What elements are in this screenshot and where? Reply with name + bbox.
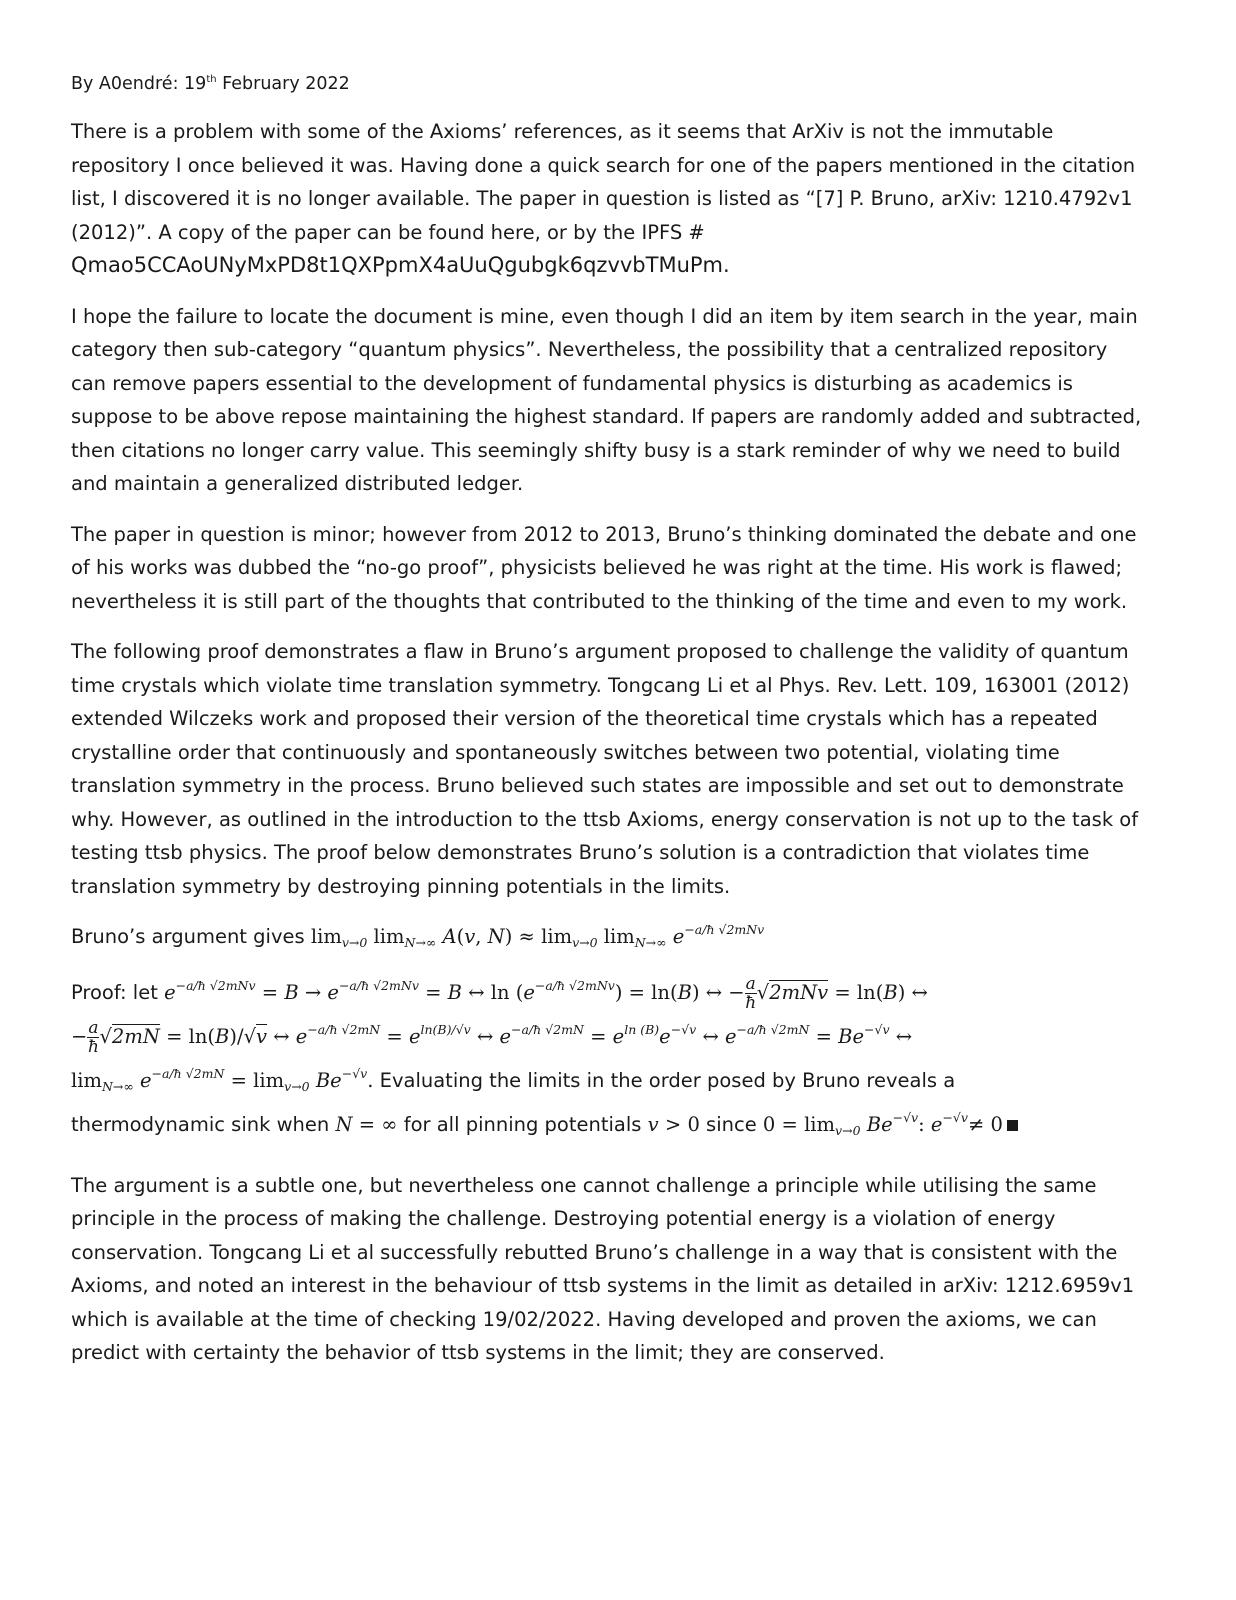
paragraph-references-text: There is a problem with some of the Axioms’ references, as it seems that ArXiv is not the immutable repository I once believed it was. Having done a quick search for one of the papers mentioned in the citation list, I discovered it is no longer available. The paper in question is listed as “[7] P. Bruno, arXiv: 1210.4792v1 (2012)”. A copy of the paper can be found here, or by the IPFS # (71, 120, 1136, 244)
proof-block (71, 971, 1146, 1147)
document-page (71, 70, 1146, 1387)
argument-lead: Bruno’s argument gives (71, 925, 311, 948)
proof-sink: thermodynamic sink when (71, 1112, 336, 1136)
ipfs-hash: Qmao5CCAoUNyMxPD8t1QXPpmX4aUuQgubgk6qzvvbTMuPm. (71, 253, 730, 277)
byline (71, 70, 1146, 98)
proof-for-all: for all pinning potentials (397, 1112, 648, 1136)
paragraph-bruno: The paper in question is minor; however from 2012 to 2013, Bruno’s thinking dominated the debate and one of his works was dubbed the “no-go proof”, physicists believed he was right at the time. His work is flawed; nevertheless it is still part of the thoughts that contributed to the thinking of the time and even to my work. (71, 522, 1137, 613)
paragraph-references (71, 115, 1146, 283)
proof-line-1: Proof: let $e^{-a/ħ √2mNv} = B \to e^{-a/ħ √2mNv} = B$ ↔ $\ln (e^{-a/ħ √2mNv}) = \ln(B)$ ↔ − $\frac{a}{ħ}$ √2mNv = ln(B) ↔ (71, 973, 928, 1013)
paragraph-conclusion: The argument is a subtle one, but nevertheless one cannot challenge a principle while utilising the same principle in the process of making the challenge. Destroying potential energy is a violation of energy conservation. Tongcang Li et al successfully rebutted Bruno’s challenge in a way that is consistent with the Axioms, and noted an interest in the behaviour of ttsb systems in the limit as detailed in arXiv: 1212.6959v1 which is available at the time of checking 19/02/2022. Having developed and proven the axioms, we can predict with certainty the behavior of ttsb systems in the limit; they are conserved. (71, 1173, 1135, 1364)
proof-line-3: $\lim_{N\to\infty} e^{-a/ħ √2mN} = \lim_{v\to 0} Be^{-√v}$. Evaluating the limits in the order posed by Bruno reveals a (71, 1065, 956, 1094)
proof-line-4: thermodynamic sink when N = ∞ for all pinning potentials v > 0 since $0 = \lim_{v\to 0} Be^{-√v}$: $e^{-√v}\ne 0$ (71, 1113, 1018, 1136)
bruno-argument-equation: Bruno’s argument gives $\lim_{v\to 0} \lim_{N\to\infty} A(v$, $N) \approx \lim_{v\to 0} \lim_{N\to\infty} e^{-a/ħ √2mNv}$ (71, 922, 765, 950)
byline-author: By A0endré: 19 (71, 74, 207, 94)
paragraph-failure: I hope the failure to locate the document is mine, even though I did an item by item search in the year, main category then sub-category “quantum physics”. Nevertheless, the possibility that a centralized repository can remove papers essential to the development of fundamental physics is disturbing as academics is suppose to be above repose maintaining the highest standard. If papers are randomly added and subtracted, then citations no longer carry value. This seemingly shifty busy is a stark reminder of why we need to build and maintain a generalized distributed ledger. (71, 304, 1142, 495)
date-suffix: th (206, 74, 217, 85)
qed-mark (1007, 1120, 1018, 1131)
proof-evaluating: Evaluating the limits in the order posed by Bruno reveals a (379, 1068, 956, 1092)
byline-date: February 2022 (216, 74, 350, 94)
proof-lead: Proof: let (71, 980, 165, 1004)
paragraph-proof-intro: The following proof demonstrates a flaw in Bruno’s argument proposed to challenge the validity of quantum time crystals which violate time translation symmetry. Tongcang Li et al Phys. Rev. Lett. 109, 163001 (2012) extended Wilczeks work and proposed their version of the theoretical time crystals which has a repeated crystalline order that continuously and spontaneously switches between two potential, violating time translation symmetry in the process. Bruno believed such states are impossible and set out to demonstrate why. However, as outlined in the introduction to the ttsb Axioms, energy conservation is not up to the task of testing ttsb physics. The proof below demonstrates Bruno’s solution is a contradiction that violates time translation symmetry by destroying pinning potentials in the limits. (71, 640, 1139, 898)
proof-since: since (699, 1112, 763, 1136)
proof-line-2: − $\frac{a}{ħ}$ √2mN = ln(B)/√v ↔ $e^{-a/ħ √2mN} = e^{ln(B)/√v}$ ↔ $e^{-a/ħ √2mN} = e^{ln (B)}e^{-√v}$ ↔ $e^{-a/ħ √2mN} = Be^{-√v}$ ↔ (71, 1017, 913, 1057)
